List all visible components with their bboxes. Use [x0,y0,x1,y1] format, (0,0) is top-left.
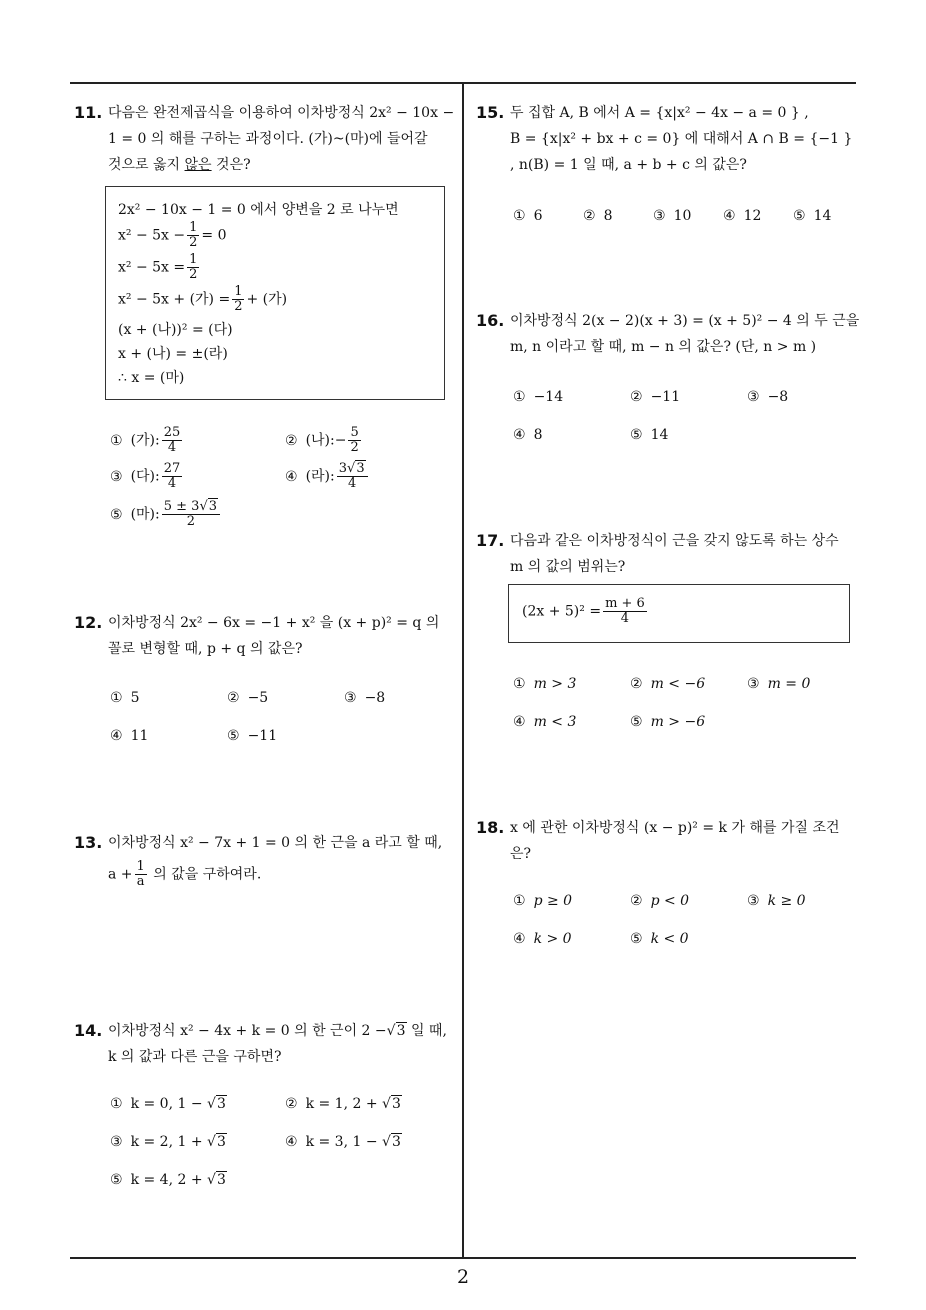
question-14 [74,1018,460,1070]
question-text: 이차방정식 x² − 7x + 1 = 0 의 한 근을 a 라고 할 때, a + $\frac{1}{a}$ 의 값을 구하여라. [108,835,443,889]
fraction: $\frac{1}{2}$ [189,252,198,282]
fraction: $\frac{m + 6}{4}$ [605,596,645,626]
option-3[interactable]: ③ (다): $\frac{27}{4}$ [110,461,181,491]
question-text: 이차방정식 2x² − 6x = −1 + x² 을 (x + p)² = q 의 꼴로 변형할 때, p + q 의 값은? [108,615,440,657]
option-5[interactable]: ⑤ k = 4, 2 + √3 [110,1172,226,1188]
option-3[interactable]: ③ k = 2, 1 + √3 [110,1134,226,1150]
question-16 [476,308,860,360]
option-5[interactable]: ⑤ 14 [793,208,832,224]
option-1[interactable]: ① 5 [110,690,140,706]
question-number: 12. [74,613,103,632]
question-number: 11. [74,103,103,122]
bottom-rule [70,1257,856,1259]
question-13 [74,830,460,889]
option-5[interactable]: ⑤ m > −6 [630,714,706,730]
question-18 [476,815,860,867]
option-2[interactable]: ② k = 1, 2 + √3 [285,1096,401,1112]
option-5[interactable]: ⑤ −11 [227,728,278,744]
question-text: 이차방정식 x² − 4x + k = 0 의 한 근이 2 −√3 일 때, k 의 값과 다른 근을 구하면? [108,1018,460,1070]
option-5[interactable]: ⑤ (마): $\frac{5 \pm 3√3}{2}$ [110,500,222,529]
fraction: $\frac{1}{2}$ [189,220,198,250]
option-1[interactable]: ① m > 3 [513,676,577,692]
option-4[interactable]: ④ 12 [723,208,762,224]
question-text: 이차방정식 2(x − 2)(x + 3) = (x + 5)² − 4 의 두 근을 m, n 이라고 할 때, m − n 의 값은? (단, n > m ) [510,313,860,355]
option-2[interactable]: ② 8 [583,208,613,224]
option-1[interactable]: ① 6 [513,208,543,224]
option-1[interactable]: ① −14 [513,389,564,405]
sqrt: √3 [347,461,365,476]
sqrt: √3 [386,1023,406,1039]
option-3[interactable]: ③ −8 [747,389,789,405]
option-1[interactable]: ① (가): $\frac{25}{4}$ [110,425,181,455]
question-text: 두 집합 A, B 에서 A = {x|x² − 4x − a = 0 } , B = {x|x² + bx + c = 0} 에 대해서 A ∩ B = {−1 } , n(B) = 1 일 때, a + b + c 의 값은? [510,105,853,173]
fraction: $\frac{1}{2}$ [234,284,243,314]
option-1[interactable]: ① k = 0, 1 − √3 [110,1096,226,1112]
option-4[interactable]: ④ 8 [513,427,543,443]
option-4[interactable]: ④ m < 3 [513,714,577,730]
option-1[interactable]: ① p ≥ 0 [513,893,573,909]
question-11 [74,100,460,178]
question-text: x 에 관한 이차방정식 (x − p)² = k 가 해를 가질 조건 은? [510,820,840,862]
column-divider [462,83,464,1258]
question-number: 14. [74,1021,103,1040]
option-4[interactable]: ④ k > 0 [513,931,572,947]
option-4[interactable]: ④ k = 3, 1 − √3 [285,1134,401,1150]
option-4[interactable]: ④ (라): $\frac{3√3}{4}$ [285,462,370,491]
question-text: 다음은 완전제곱식을 이용하여 이차방정식 2x² − 10x − 1 = 0 의 해를 구하는 과정이다. (가)~(마)에 들어갈 것으로 옳지 않은 것은? [108,105,455,173]
question-15 [476,100,860,178]
sqrt: √3 [199,499,218,514]
equation-box: (2x + 5)² = $\frac{m + 6}{4}$ [508,584,850,643]
question-number: 17. [476,531,505,550]
question-number: 15. [476,103,505,122]
question-number: 16. [476,311,505,330]
option-3[interactable]: ③ m = 0 [747,676,811,692]
question-17 [476,528,860,580]
option-2[interactable]: ② (나):− $\frac{5}{2}$ [285,425,359,455]
option-3[interactable]: ③ −8 [344,690,386,706]
option-5[interactable]: ⑤ k < 0 [630,931,689,947]
question-number: 13. [74,833,103,852]
option-2[interactable]: ② p < 0 [630,893,690,909]
page-number: 2 [456,1266,470,1288]
question-text: 다음과 같은 이차방정식이 근을 갖지 않도록 하는 상수 m 의 값의 범위는? [510,533,839,575]
question-number: 18. [476,818,505,837]
option-2[interactable]: ② −11 [630,389,681,405]
option-2[interactable]: ② −5 [227,690,269,706]
option-5[interactable]: ⑤ 14 [630,427,669,443]
option-3[interactable]: ③ 10 [653,208,692,224]
option-3[interactable]: ③ k ≥ 0 [747,893,806,909]
solution-box: 2x² − 10x − 1 = 0 에서 양변을 2 로 나누면 x² − 5x − $\frac{1}{2}$ = 0 x² − 5x = $\frac{1}{2}$ x² − 5x + (가) = $\frac{1}{2}$ + (가) (x + (나))² = (다) x + (나) = ±(라) ∴ x = (마) [105,186,445,400]
option-2[interactable]: ② m < −6 [630,676,706,692]
option-4[interactable]: ④ 11 [110,728,149,744]
question-12 [74,610,460,662]
fraction: $\frac{1}{a}$ [136,859,145,889]
